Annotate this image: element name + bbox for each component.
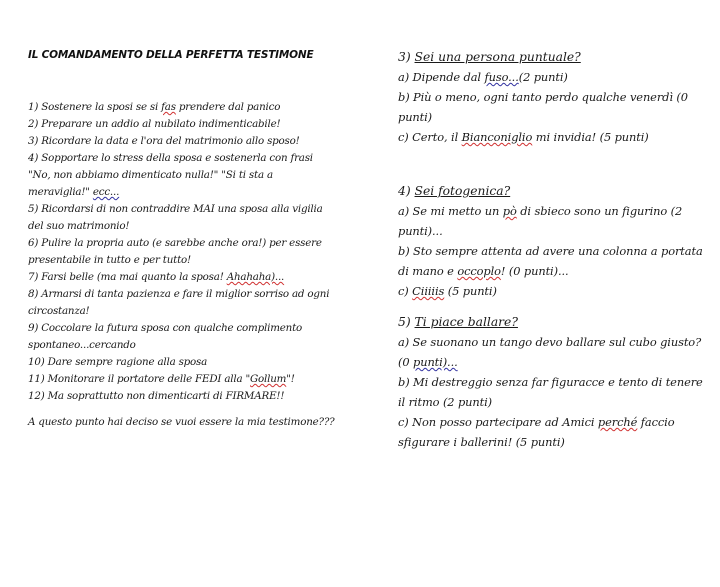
answer-text: b) Mi destreggio senza far figuracce e tento di tenere il ritmo (2 punti) xyxy=(398,375,703,409)
question-title xyxy=(398,181,708,201)
answer-text: c) xyxy=(398,284,413,298)
answer-c xyxy=(398,281,708,301)
spelling-flag: pò xyxy=(502,204,517,218)
answer-text: c) Non posso partecipare ad Amici xyxy=(398,415,598,429)
answer-b xyxy=(398,241,708,281)
answer-text: a) Dipende dal xyxy=(398,70,485,84)
question-text: Sei una persona puntuale? xyxy=(414,50,581,64)
item-text: 6) Pulire la propria auto (e sarebbe anche ora!) per essere presentabile in tutto e per tutto! xyxy=(28,237,322,266)
list-item xyxy=(28,388,333,405)
spelling-flag: Ahahaha)... xyxy=(226,271,285,283)
item-text: "! xyxy=(286,373,295,385)
item-text: prendere dal panico xyxy=(175,101,281,113)
spelling-flag: perché xyxy=(597,415,638,429)
answer-a xyxy=(398,201,708,241)
spelling-flag: Bianconiglio xyxy=(461,130,533,144)
list-item xyxy=(28,133,333,150)
list-item xyxy=(28,354,333,371)
list-item xyxy=(28,235,333,269)
spelling-flag: Gollum xyxy=(250,373,287,385)
list-item xyxy=(28,150,333,201)
item-text: 9) Coccolare la futura sposa con qualche complimento spontaneo...cercando xyxy=(28,322,303,351)
question-text: Sei fotogenica? xyxy=(414,184,511,198)
answer-text: c) Certo, il xyxy=(398,130,462,144)
item-text: 7) Farsi belle (ma mai quanto la sposa! xyxy=(28,271,227,283)
item-text: 5) Ricordarsi di non contraddire MAI una sposa alla vigilia del suo matrimonio! xyxy=(28,203,323,232)
answer-text: mi invidia! (5 punti) xyxy=(532,130,649,144)
list-item xyxy=(28,201,333,235)
question-3 xyxy=(398,47,708,147)
commandments-list xyxy=(28,99,333,405)
answer-a xyxy=(398,332,708,372)
spelling-flag: Ciiiiis xyxy=(412,284,445,298)
list-item xyxy=(28,116,333,133)
list-item xyxy=(28,371,333,388)
list-item xyxy=(28,269,333,286)
document-title: IL COMANDAMENTO DELLA PERFETTA TESTIMONE xyxy=(28,49,314,61)
question-number: 3) xyxy=(398,50,415,64)
item-text: 2) Preparare un addio al nubilato indimenticabile! xyxy=(28,118,281,130)
answer-b xyxy=(398,87,708,127)
answer-text: b) Più o meno, ogni tanto perdo qualche venerdì (0 punti) xyxy=(398,90,688,124)
question-4 xyxy=(398,181,708,301)
item-text: 10) Dare sempre ragione alla sposa xyxy=(28,356,208,368)
spelling-flag: occoplo xyxy=(457,264,501,278)
answer-text: (2 punti) xyxy=(518,70,568,84)
grammar-flag: punti)... xyxy=(413,355,458,369)
item-text: 12) Ma soprattutto non dimenticarti di FIRMARE!! xyxy=(28,390,285,402)
answer-a xyxy=(398,67,708,87)
list-item xyxy=(28,286,333,320)
grammar-flag: ecc... xyxy=(92,186,120,198)
answer-text: ! (0 punti)... xyxy=(500,264,569,278)
answer-b xyxy=(398,372,708,412)
question-5 xyxy=(398,312,708,452)
answer-text: di sbieco sono un figurino (2 punti)... xyxy=(398,204,683,238)
item-text: 8) Armarsi di tanta pazienza e fare il miglior sorriso ad ogni circostanza! xyxy=(28,288,330,317)
answer-text: (5 punti) xyxy=(444,284,497,298)
list-item xyxy=(28,99,333,116)
answer-text: faccio sfigurare i ballerini! (5 punti) xyxy=(398,415,675,449)
answer-text: a) Se suonano un tango devo ballare sul cubo giusto? (0 xyxy=(398,335,702,369)
question-title xyxy=(398,47,708,67)
item-text: 11) Monitorare il portatore delle FEDI alla " xyxy=(28,373,250,385)
question-number: 4) xyxy=(398,184,415,198)
item-text: 1) Sostenere la sposi se si xyxy=(28,101,162,113)
answer-c xyxy=(398,127,708,147)
answer-c xyxy=(398,412,708,452)
answer-text: b) Sto sempre attenta ad avere una colonna a portata di mano e xyxy=(398,244,703,278)
list-item xyxy=(28,320,333,354)
spelling-flag: fas xyxy=(161,101,176,113)
question-number: 5) xyxy=(398,315,415,329)
item-text: 4) Sopportare lo stress della sposa e sostenerla con frasi "No, non abbiamo dimenticato nulla!" "Si ti sta a meraviglia!" xyxy=(28,152,313,198)
item-text: 3) Ricordare la data e l'ora del matrimonio allo sposo! xyxy=(28,135,300,147)
answer-text: a) Se mi metto un xyxy=(398,204,503,218)
closing-question: A questo punto hai deciso se vuoi essere la mia testimone??? xyxy=(28,416,335,428)
grammar-flag: fuso... xyxy=(484,70,519,84)
question-title xyxy=(398,312,708,332)
question-text: Ti piace ballare? xyxy=(414,315,518,329)
